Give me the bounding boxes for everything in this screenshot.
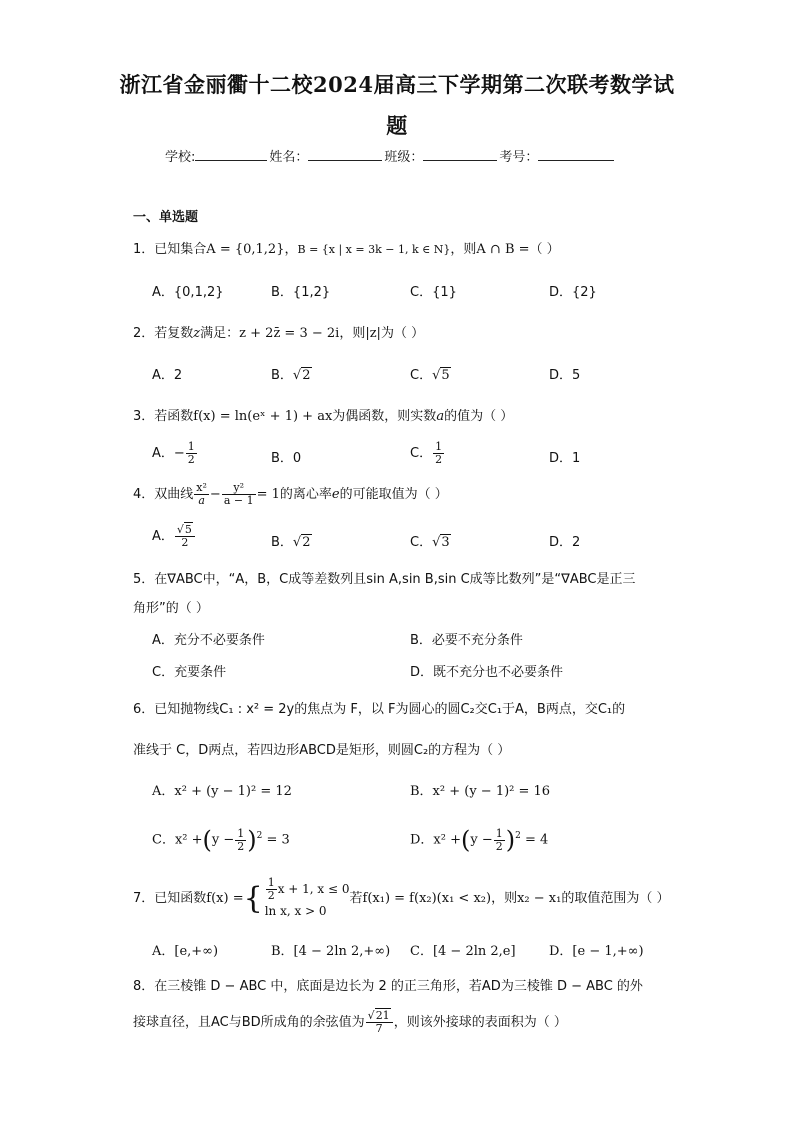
- q7-diff: x₂ − x₁: [517, 891, 562, 906]
- q3-text-c: 的值为（ ）: [444, 409, 514, 424]
- question-5-stem-cont: 角形”的（ ）: [133, 601, 209, 616]
- q4-c-label: C．: [410, 535, 433, 550]
- q7-text-d: 的取值范围为（ ）: [561, 891, 670, 906]
- q8-text-a: 接球直径，且AC与BD所成角的余弦值为: [133, 1015, 365, 1030]
- question-1-stem: [133, 238, 560, 257]
- q7-fx: f(x) =: [206, 891, 244, 906]
- q8-text-b: ，则该外接球的表面积为（ ）: [393, 1015, 567, 1030]
- question-4-stem: 4．双曲线 $\frac{\text{x²}}{a}$ − $\frac{\text{y²}}{a - 1}$ = 1的离心率e的可能取值为（ ）: [133, 481, 448, 507]
- frac-den: 2: [187, 453, 195, 466]
- q8-text: 在三棱锥 D − ABC 中，底面是边长为 2 的正三角形，若AD为三棱锥 D − ABC 的外: [154, 979, 643, 994]
- q6-d-tail: = 4: [525, 832, 549, 848]
- sqrt-sign: √3: [432, 535, 450, 550]
- question-number: 3．: [133, 409, 155, 424]
- q1-text-a: 已知集合: [154, 242, 207, 257]
- q6-c-label: C．x² +: [152, 832, 203, 848]
- q4-a-label: A．: [152, 529, 174, 544]
- question-2-stem: [133, 322, 424, 341]
- question-6-stem: [133, 698, 625, 717]
- q4-text-c: 的可能取值为（ ）: [339, 487, 448, 502]
- fraction: [433, 441, 444, 466]
- exp: 2: [515, 831, 521, 842]
- q4-b-label: B．: [271, 535, 293, 550]
- q2-option-d[interactable]: D．5: [549, 368, 581, 383]
- q7-text-a: 已知函数: [154, 891, 207, 906]
- question-number: 2．: [133, 326, 155, 341]
- q2-b-label: B．: [271, 368, 293, 383]
- frac-den: 2: [495, 839, 503, 853]
- frac-den: a − 1: [223, 494, 254, 507]
- question-3-stem: [133, 405, 513, 424]
- q1-set-b: B = {x | x = 3k − 1, k ∈ N}: [297, 243, 451, 256]
- brace: {: [243, 880, 263, 916]
- fraction: [222, 482, 256, 507]
- q3-a-label: A．−: [152, 446, 185, 461]
- frac-num: √5: [175, 524, 195, 537]
- q1-option-d[interactable]: D．{2}: [549, 285, 597, 300]
- school-blank: [195, 148, 267, 161]
- q4-text-a: 双曲线: [154, 487, 194, 502]
- sqrt-sign: √2: [292, 535, 311, 550]
- fraction: [266, 877, 277, 902]
- q2-text-c: ，则: [339, 326, 366, 341]
- student-info-line: [165, 146, 616, 165]
- frac-den: 2: [435, 453, 443, 466]
- sqrt-sign: √2: [292, 368, 311, 383]
- class-blank: [423, 148, 497, 161]
- question-7-stem: [133, 877, 669, 920]
- frac-den: 7: [375, 1022, 383, 1035]
- q5-option-b[interactable]: B．必要不充分条件: [410, 633, 523, 648]
- q4-eq1: = 1: [256, 487, 280, 502]
- q6-option-a[interactable]: A．x² + (y − 1)² = 12: [152, 784, 292, 799]
- q3-func: f(x) = ln(eˣ + 1) + ax: [193, 409, 333, 424]
- q4-option-a[interactable]: [152, 524, 196, 549]
- q4-text-b: 的离心率: [279, 487, 332, 502]
- q4-option-c[interactable]: [410, 531, 451, 550]
- q7-option-c[interactable]: C．[4 − 2ln 2,e]: [410, 944, 516, 959]
- q1-expr: A ∩ B =: [476, 242, 530, 257]
- q7-text-c: ，则: [491, 891, 518, 906]
- frac-num: 1: [495, 826, 503, 840]
- q2-option-c[interactable]: [410, 364, 451, 383]
- question-number: 8．: [133, 979, 155, 994]
- q4-option-b[interactable]: [271, 531, 312, 550]
- question-6-stem-cont: 准线于 C，D两点，若四边形ABCD是矩形，则圆C₂的方程为（ ）: [133, 743, 511, 758]
- school-label: 学校:: [165, 150, 196, 165]
- q6-d-label: D．x² +: [410, 832, 461, 848]
- sqrt-sign: √5: [432, 368, 450, 383]
- frac-num: y²: [222, 482, 256, 495]
- q5-option-c[interactable]: C．充要条件: [152, 665, 227, 680]
- q3-text-a: 若函数: [154, 409, 194, 424]
- q6-c-y: y −: [211, 832, 235, 848]
- id-label: 考号：: [499, 150, 539, 165]
- fraction: [494, 828, 505, 853]
- q7-option-a[interactable]: A．[e,+∞): [152, 944, 219, 959]
- frac-num: x²: [196, 481, 207, 494]
- piece-1: x + 1, x ≤ 0: [277, 882, 350, 896]
- q6-option-c[interactable]: C．x² +(y − $\frac{1}{2}$ )$^2$ = 3: [152, 826, 290, 854]
- exam-title-line1: 浙江省金丽衢十二校2024届高三下学期第二次联考数学试: [119, 72, 675, 97]
- q2-b-rad: 2: [302, 368, 311, 383]
- q4-option-d[interactable]: D．2: [549, 535, 581, 550]
- q6-c-tail: = 3: [266, 832, 290, 848]
- q4-a-rad: 5: [184, 523, 192, 536]
- q4-e: e: [331, 487, 340, 502]
- q2-text-b: 满足：: [200, 326, 240, 341]
- q6-option-d[interactable]: D．x² +(y − $\frac{1}{2}$ )$^2$ = 4: [410, 826, 549, 854]
- q1-sep: ，: [284, 242, 298, 257]
- q1-set-a: A = {0,1,2}: [206, 242, 285, 257]
- fraction: [186, 441, 197, 466]
- q2-c-rad: 5: [441, 368, 450, 383]
- exp: 2: [256, 831, 263, 842]
- piecewise: [265, 877, 350, 920]
- q1-option-b[interactable]: B．{1,2}: [271, 285, 331, 300]
- exam-title-line2: 题: [386, 113, 408, 138]
- class-label: 班级：: [384, 150, 424, 165]
- question-number: 7．: [133, 891, 155, 906]
- question-number: 1．: [133, 242, 155, 257]
- fraction: [235, 828, 246, 853]
- q2-text-d: 为（ ）: [380, 326, 425, 341]
- frac-den: 2: [237, 839, 245, 853]
- section-title: 一、单选题: [133, 210, 199, 225]
- q7-cond: f(x₁) = f(x₂)(x₁ < x₂): [362, 891, 492, 906]
- q5-option-d[interactable]: D．既不充分也不必要条件: [410, 665, 564, 680]
- q8-rad: 21: [375, 1009, 390, 1022]
- q7-text-b: 若: [349, 891, 363, 906]
- q3-option-c[interactable]: [410, 441, 445, 466]
- question-number: 5．: [133, 572, 155, 587]
- q2-option-b[interactable]: [271, 364, 312, 383]
- q4-c-rad: 3: [441, 535, 450, 550]
- frac-num: 1: [237, 826, 245, 840]
- question-5-stem: [133, 568, 636, 587]
- name-blank: [308, 148, 382, 161]
- q2-c-label: C．: [410, 368, 433, 383]
- fraction: [175, 524, 195, 549]
- q3-c-label: C．: [410, 446, 433, 461]
- q1-paren: （ ）: [529, 242, 560, 257]
- q5-option-a[interactable]: A．充分不必要条件: [152, 633, 265, 648]
- q2-text-a: 若复数: [154, 326, 194, 341]
- q5-text: 在∇ABC中，“A，B，C成等差数列且sin A,sin B,sin C成等比数列”是“∇ABC是正三: [154, 572, 636, 587]
- q1-option-a[interactable]: A．{0,1,2}: [152, 285, 224, 300]
- q3-option-b[interactable]: B．0: [271, 451, 302, 466]
- q2-var: z: [193, 326, 201, 341]
- frac-den: a: [198, 494, 205, 507]
- fraction: [366, 1010, 393, 1035]
- frac-num: 1: [435, 440, 443, 453]
- q2-eq: z + 2z̄ = 3 − 2i: [239, 326, 340, 341]
- frac-num: 1: [187, 440, 195, 453]
- question-number: 6．: [133, 702, 155, 717]
- id-blank: [538, 148, 614, 161]
- frac-num: 1: [267, 876, 275, 889]
- q6-d-y: y −: [470, 832, 493, 848]
- question-8-stem-cont: [133, 1010, 567, 1035]
- question-number: 4．: [133, 487, 155, 502]
- q1-text-b: ，则: [450, 242, 477, 257]
- q7-option-b[interactable]: B．[4 − 2ln 2,+∞): [271, 944, 391, 959]
- frac-den: 2: [267, 889, 275, 902]
- question-8-stem: [133, 975, 643, 994]
- frac-den: 2: [181, 536, 189, 549]
- fraction: [194, 482, 209, 507]
- name-label: 姓名：: [269, 150, 309, 165]
- q3-text-b: 为偶函数，则实数: [332, 409, 437, 424]
- q2-abs: |z|: [365, 326, 381, 341]
- q6-option-b[interactable]: B．x² + (y − 1)² = 16: [410, 784, 551, 799]
- q7-option-d[interactable]: D．[e − 1,+∞): [549, 944, 644, 959]
- q1-option-c[interactable]: C．{1}: [410, 285, 457, 300]
- q2-option-a[interactable]: A．2: [152, 368, 183, 383]
- q6-text: 已知抛物线C₁ : x² = 2y的焦点为 F，以 F为圆心的圆C₂交C₁于A，B两点，交C₁的: [154, 702, 626, 717]
- q3-option-d[interactable]: D．1: [549, 451, 581, 466]
- q3-var: a: [436, 409, 445, 424]
- q4-b-rad: 2: [302, 535, 311, 550]
- piece-2: ln x, x > 0: [264, 904, 327, 918]
- frac-num: √21: [366, 1010, 393, 1023]
- q3-option-a[interactable]: [152, 441, 198, 466]
